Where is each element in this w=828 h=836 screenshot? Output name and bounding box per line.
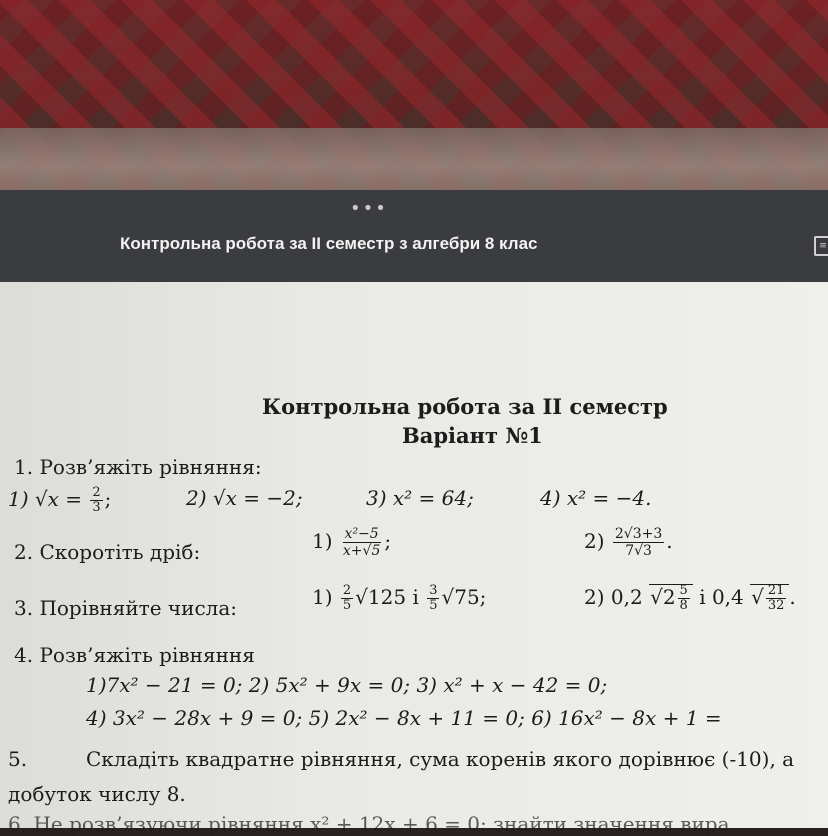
doc-variant: Варіант №1 (402, 423, 543, 448)
task1-fraction: $\frac{2}{3}$ (92, 485, 101, 515)
task1-items: 1) √x = $\frac{2}{3}$ ; (8, 485, 112, 515)
doc-title: Контрольна робота за ІІ семестр (262, 394, 668, 419)
task2-part1: 1) $\frac{\text{x²−5}}{x+√5}$ ; (312, 526, 392, 559)
task5-text: Складіть квадратне рівняння, сума коренів якого дорівнює (-10), а (86, 747, 795, 771)
task1-part2: 2) √x = −2; (186, 486, 303, 510)
task1-part1: 1) √x = (8, 487, 83, 511)
task3-part1: 1) $\frac{2}{5}$ √125 і $\frac{3}{5}$ √75; (312, 583, 487, 613)
task6-partial: 6. Не розв’язуючи рівняння x² + 12x + 6 = 0; знайти значення вира (8, 812, 730, 836)
task4-row2: 4) 3x² − 28x + 9 = 0; 5) 2x² − 8x + 11 = 0; 6) 16x² − 8x + 1 = (86, 706, 722, 730)
reader-icon[interactable]: ≡ (814, 236, 828, 256)
more-options-icon[interactable]: ••• (350, 198, 388, 219)
task2-label: 2. Скоротіть дріб: (14, 540, 201, 564)
task4-row1: 1)7x² − 21 = 0; 2) 5x² + 9x = 0; 3) x² + x − 42 = 0; (86, 673, 608, 697)
page-title: Контрольна робота за ІІ семестр з алгебри 8 клас (120, 234, 538, 253)
task1-part4: 4) x² = −4. (540, 486, 652, 510)
task5-number: 5. (8, 747, 28, 771)
task4-label: 4. Розв’яжіть рівняння (14, 643, 255, 667)
task1-label: 1. Розв’яжіть рівняння: (14, 455, 262, 479)
task3-part2: 2) 0,2 √2 $\frac{5}{8}$ і 0,4 √ $\frac{21}{32}$ . (584, 583, 796, 613)
task2-part2: 2) $\frac{2√3+3}{7√3}$ . (584, 526, 673, 559)
task3-label: 3. Порівняйте числа: (14, 596, 238, 620)
background-shelf (0, 128, 828, 190)
task5-text-cont: добуток числу 8. (8, 782, 186, 806)
task1-part3: 3) x² = 64; (366, 486, 474, 510)
